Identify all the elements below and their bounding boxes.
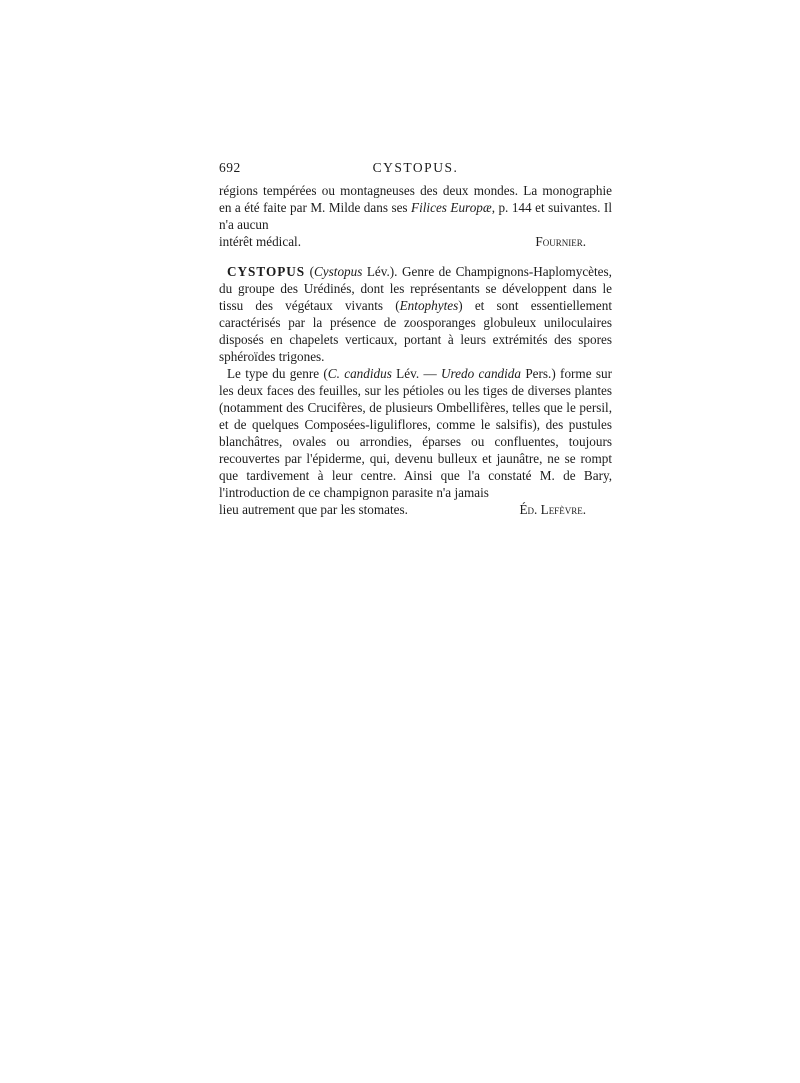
previous-entry-final-line <box>219 233 612 250</box>
paragraph-2-last-line: lieu autrement que par les stomates. <box>219 502 408 517</box>
entry-paren-open: ( <box>305 264 314 279</box>
entry-definition-text: Genre de Champignons-Haplomycètes, du groupe des Urédinés, dont les représentants se développent dans le tissu des végétaux vivants ( <box>219 264 612 313</box>
previous-entry-last-line: intérêt médical. <box>219 234 302 249</box>
cystopus-entry-paragraph-1 <box>219 263 612 365</box>
previous-entry-italic-title: Filices Europæ <box>411 200 492 215</box>
entry-definition-rest: ) et sont essentiellement caractérisés par la présence de zoosporanges globuleux uniloculaires disposés en chapelets verticaux, portant à leurs extrémités des spores sphéroïdes trigones. <box>219 298 612 364</box>
page-number: 692 <box>219 160 241 175</box>
author-signature-lefevre: Éd. Lefèvre. <box>519 502 586 517</box>
previous-entry-text-after: , p. 144 et suivantes. Il n'a aucun <box>219 200 612 232</box>
species-name: C. candidus <box>327 366 392 381</box>
paragraph-2-mid: Lév. — <box>391 366 441 381</box>
running-title: CYSTOPUS. <box>372 160 459 175</box>
document-page <box>219 160 612 518</box>
previous-entry-paragraph <box>219 182 612 233</box>
entry-headword: CYSTOPUS <box>227 264 306 279</box>
previous-entry-text: régions tempérées ou montagneuses des deux mondes. La monographie en a été faite par M. Milde dans ses <box>219 183 612 215</box>
entry-authority: Lév.). <box>362 264 402 279</box>
cystopus-entry-paragraph-2 <box>219 365 612 501</box>
entry-definition-italic: Entophytes <box>399 298 459 313</box>
running-head <box>219 160 612 182</box>
author-signature-fournier: Fournier. <box>535 234 586 249</box>
cystopus-entry-final-line <box>219 501 612 518</box>
entry-latin-name: Cystopus <box>314 264 363 279</box>
paragraph-2-rest: Pers.) forme sur les deux faces des feuilles, sur les pétioles ou les tiges de diverses plantes (notamment des Crucifères, de plusieurs Ombellifères, telles que le persil, et de quelques Composées-liguliflores, comme le salsifis), des pustules blanchâtres, ovales ou arrondies, éparses ou confluentes, toujours recouvertes par l'épiderme, qui, devenu bulleux et jaunâtre, ne se rompt que tardivement à leur centre. Ainsi que l'a constaté M. de Bary, l'introduction de ce champignon parasite n'a jamais <box>219 366 612 500</box>
synonym-name: Uredo candida <box>440 366 521 381</box>
paragraph-2-start: Le type du genre ( <box>227 366 328 381</box>
